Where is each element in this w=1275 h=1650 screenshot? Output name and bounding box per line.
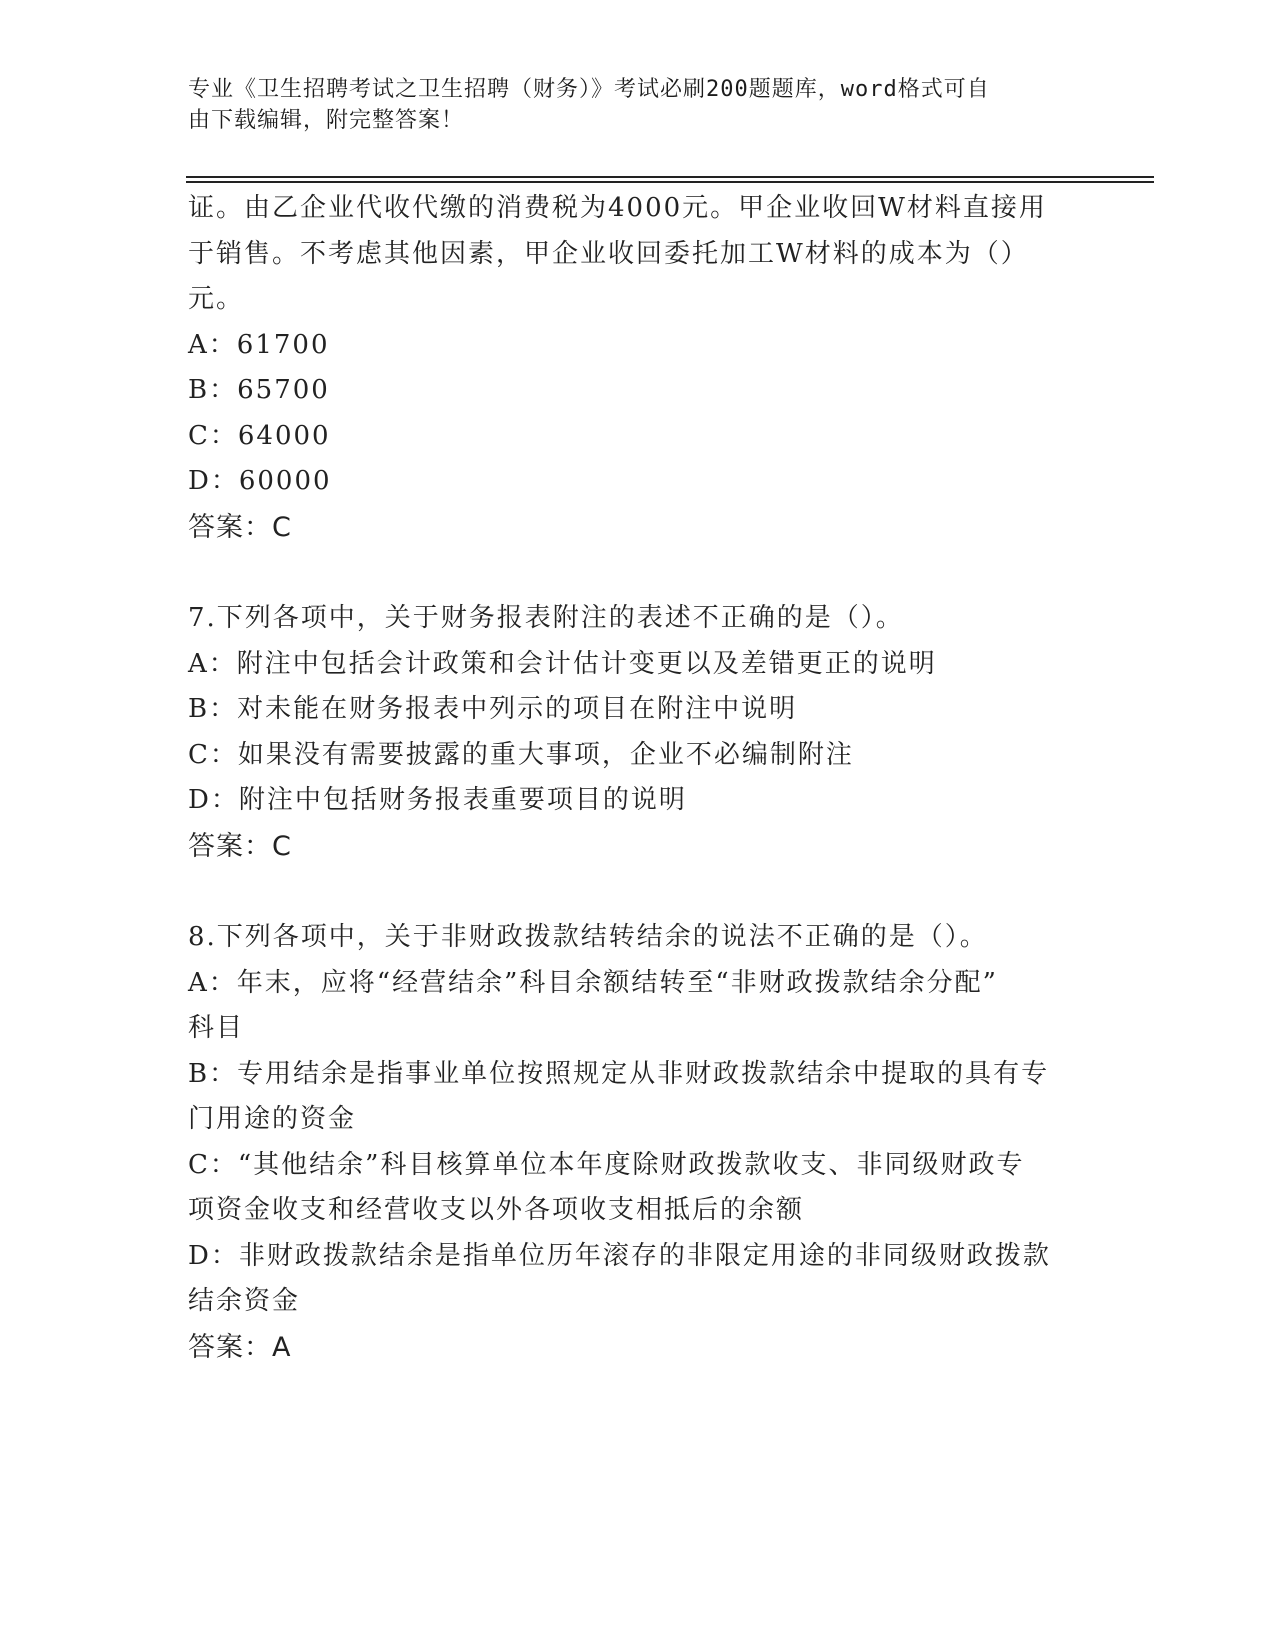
question-stem-line: 证。由乙企业代收代缴的消费税为4000元。甲企业收回W材料直接用: [188, 193, 1047, 223]
header-divider-bottom: [186, 181, 1154, 183]
spacer: [188, 550, 1088, 596]
option-d: D：60000: [188, 466, 332, 496]
document-header: [188, 74, 1088, 136]
option-d-line-1: D：非财政拨款结余是指单位历年滚存的非限定用途的非同级财政拨款: [188, 1240, 1051, 1271]
option-b: B：对未能在财务报表中列示的项目在附注中说明: [188, 694, 798, 724]
question-stem-line: 元。: [188, 284, 245, 314]
question-stem-line: 于销售。不考虑其他因素，甲企业收回委托加工W材料的成本为（）: [188, 238, 1029, 269]
header-line-1: 专业《卫生招聘考试之卫生招聘（财务）》考试必刷200题题库，word格式可自: [188, 77, 990, 102]
option-c-line-2: 项资金收支和经营收支以外各项收支相抵后的余额: [188, 1195, 805, 1225]
header-divider-top: [186, 176, 1154, 178]
option-d-line-2: 结余资金: [188, 1286, 301, 1316]
answer: 答案：A: [188, 1331, 292, 1363]
option-a-line-2: 科目: [188, 1013, 245, 1043]
question-6: [188, 186, 1088, 550]
option-c: C：64000: [188, 420, 331, 451]
question-8: [188, 915, 1088, 1370]
option-a: A：附注中包括会计政策和会计估计变更以及差错更正的说明: [188, 648, 937, 679]
option-c-line-1: C：“其他结余”科目核算单位本年度除财政拨款收支、非同级财政专: [188, 1149, 1025, 1180]
option-d: D：附注中包括财务报表重要项目的说明: [188, 785, 687, 815]
spacer: [188, 869, 1088, 915]
option-b-line-2: 门用途的资金: [188, 1104, 357, 1134]
answer: 答案：C: [188, 830, 292, 862]
question-stem: 7.下列各项中，关于财务报表附注的表述不正确的是（）。: [188, 603, 904, 633]
option-a-line-1: A：年末，应将“经营结余”科目余额结转至“非财政拨款结余分配”: [188, 967, 998, 998]
question-stem: 8.下列各项中，关于非财政拨款结转结余的说法不正确的是（）。: [188, 922, 988, 952]
option-b-line-1: B：专用结余是指事业单位按照规定从非财政拨款结余中提取的具有专: [188, 1058, 1050, 1089]
question-7: [188, 596, 1088, 869]
option-c: C：如果没有需要披露的重大事项，企业不必编制附注: [188, 739, 854, 770]
answer: 答案：C: [188, 511, 292, 543]
header-line-2: 由下载编辑，附完整答案！: [188, 108, 465, 133]
option-b: B：65700: [188, 375, 330, 405]
question-content: [188, 186, 1088, 1370]
option-a: A：61700: [188, 329, 330, 360]
